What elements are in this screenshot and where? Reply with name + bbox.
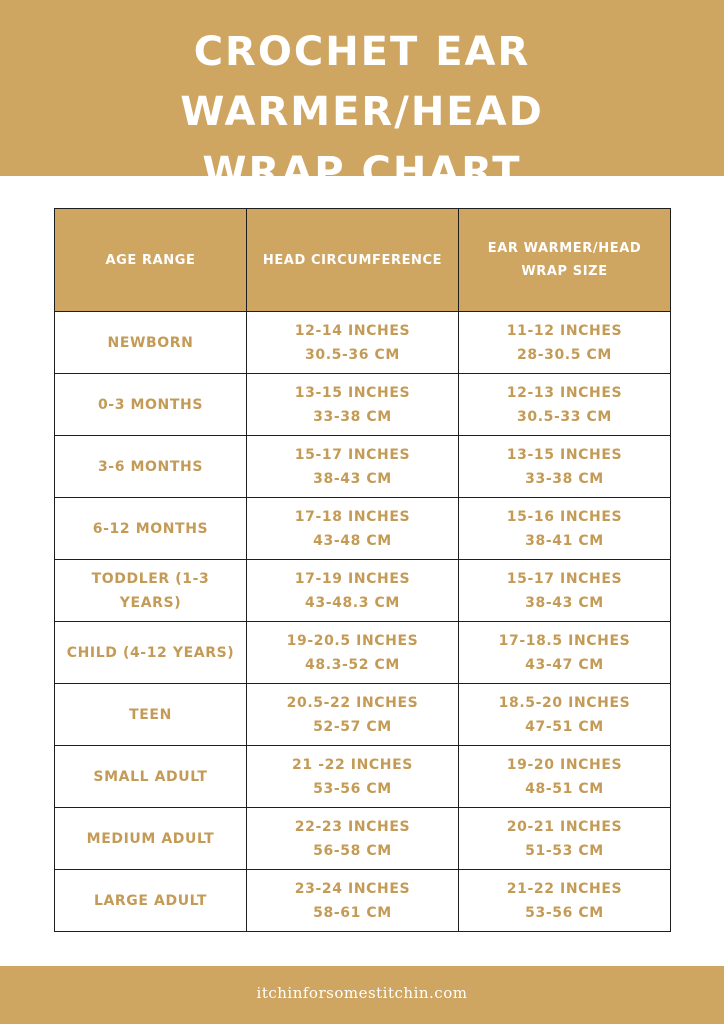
- wrap-cm: 38-41 CM: [525, 532, 604, 549]
- wrap-size-cell: [459, 498, 671, 560]
- table-row: [55, 312, 671, 374]
- head-cm: 48.3-52 CM: [305, 656, 400, 673]
- head-inches: 23-24 INCHES: [294, 880, 411, 897]
- head-inches: 17-18 INCHES: [294, 508, 411, 525]
- wrap-cm: 28-30.5 CM: [517, 346, 612, 363]
- head-cm: 33-38 CM: [313, 408, 392, 425]
- head-cm: 43-48 CM: [313, 532, 392, 549]
- head-circumference-cell: [247, 622, 459, 684]
- head-inches: 15-17 INCHES: [294, 446, 411, 463]
- table-row: [55, 622, 671, 684]
- head-circumference-cell: [247, 560, 459, 622]
- head-cm: 53-56 CM: [313, 780, 392, 797]
- page-title: CROCHET EAR WARMER/HEAD WRAP CHART: [180, 29, 544, 195]
- table-row: [55, 746, 671, 808]
- wrap-cm: 30.5-33 CM: [517, 408, 612, 425]
- wrap-size-cell: [459, 870, 671, 932]
- head-cm: 58-61 CM: [313, 904, 392, 921]
- head-cm: 38-43 CM: [313, 470, 392, 487]
- age-range-cell: TODDLER (1-3 YEARS): [55, 560, 247, 622]
- head-inches: 13-15 INCHES: [294, 384, 411, 401]
- wrap-inches: 15-16 INCHES: [506, 508, 623, 525]
- head-inches: 22-23 INCHES: [294, 818, 411, 835]
- table-row: [55, 374, 671, 436]
- age-range-cell: 3-6 MONTHS: [55, 436, 247, 498]
- head-circumference-cell: [247, 436, 459, 498]
- table-row: [55, 684, 671, 746]
- head-inches: 12-14 INCHES: [294, 322, 411, 339]
- wrap-inches: 12-13 INCHES: [506, 384, 623, 401]
- wrap-inches: 15-17 INCHES: [506, 570, 623, 587]
- head-cm: 52-57 CM: [313, 718, 392, 735]
- wrap-inches: 20-21 INCHES: [506, 818, 623, 835]
- wrap-size-cell: [459, 808, 671, 870]
- age-range-cell: LARGE ADULT: [55, 870, 247, 932]
- age-range-cell: TEEN: [55, 684, 247, 746]
- head-cm: 56-58 CM: [313, 842, 392, 859]
- head-inches: 17-19 INCHES: [294, 570, 411, 587]
- wrap-inches: 18.5-20 INCHES: [498, 694, 631, 711]
- wrap-inches: 17-18.5 INCHES: [498, 632, 631, 649]
- website-url: itchinforsomestitchin.com: [256, 984, 468, 1002]
- wrap-cm: 33-38 CM: [525, 470, 604, 487]
- head-inches: 19-20.5 INCHES: [286, 632, 419, 649]
- table-row: [55, 870, 671, 932]
- head-circumference-cell: [247, 870, 459, 932]
- wrap-size-cell: [459, 436, 671, 498]
- head-inches: 20.5-22 INCHES: [286, 694, 419, 711]
- table-row: [55, 560, 671, 622]
- column-header-head-circumference: HEAD CIRCUMFERENCE: [247, 209, 459, 312]
- table-row: [55, 808, 671, 870]
- wrap-inches: 11-12 INCHES: [506, 322, 623, 339]
- head-cm: 30.5-36 CM: [305, 346, 400, 363]
- footer-banner: [0, 966, 724, 1024]
- wrap-cm: 51-53 CM: [525, 842, 604, 859]
- age-range-cell: MEDIUM ADULT: [55, 808, 247, 870]
- wrap-size-cell: [459, 746, 671, 808]
- head-circumference-cell: [247, 312, 459, 374]
- head-circumference-cell: [247, 808, 459, 870]
- wrap-cm: 53-56 CM: [525, 904, 604, 921]
- wrap-inches: 13-15 INCHES: [506, 446, 623, 463]
- wrap-inches: 21-22 INCHES: [506, 880, 623, 897]
- wrap-cm: 47-51 CM: [525, 718, 604, 735]
- column-header-wrap-size: EAR WARMER/HEAD WRAP SIZE: [459, 209, 671, 312]
- wrap-size-cell: [459, 622, 671, 684]
- age-range-cell: NEWBORN: [55, 312, 247, 374]
- head-circumference-cell: [247, 374, 459, 436]
- header-banner: [0, 0, 724, 195]
- age-range-cell: 6-12 MONTHS: [55, 498, 247, 560]
- size-chart-table: [54, 208, 671, 932]
- head-circumference-cell: [247, 684, 459, 746]
- table-header-row: [55, 209, 671, 312]
- table-row: [55, 436, 671, 498]
- head-circumference-cell: [247, 498, 459, 560]
- head-cm: 43-48.3 CM: [305, 594, 400, 611]
- age-range-cell: 0-3 MONTHS: [55, 374, 247, 436]
- wrap-cm: 38-43 CM: [525, 594, 604, 611]
- wrap-inches: 19-20 INCHES: [506, 756, 623, 773]
- wrap-cm: 48-51 CM: [525, 780, 604, 797]
- wrap-cm: 43-47 CM: [525, 656, 604, 673]
- wrap-size-cell: [459, 374, 671, 436]
- table-row: [55, 498, 671, 560]
- head-circumference-cell: [247, 746, 459, 808]
- age-range-cell: CHILD (4-12 YEARS): [55, 622, 247, 684]
- head-inches: 21 -22 INCHES: [292, 756, 413, 773]
- wrap-size-cell: [459, 560, 671, 622]
- column-header-age-range: AGE RANGE: [55, 209, 247, 312]
- wrap-size-cell: [459, 684, 671, 746]
- wrap-size-cell: [459, 312, 671, 374]
- age-range-cell: SMALL ADULT: [55, 746, 247, 808]
